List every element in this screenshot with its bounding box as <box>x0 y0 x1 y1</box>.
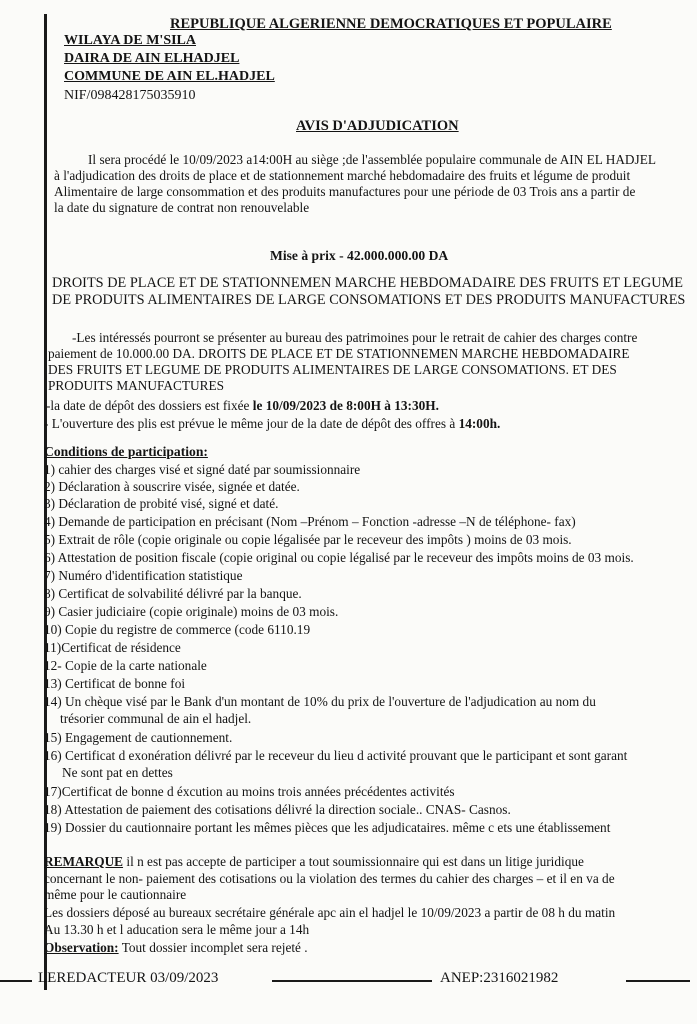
commune-line: COMMUNE DE AIN EL.HADJEL <box>64 69 275 84</box>
condition-item: 17)Certificat de bonne d éxcution au moins trois années précédentes activités <box>44 784 455 799</box>
intro-line-2: à l'adjudication des droits de place et de stationnement marché hebdomadaire des fruits et légume de produit <box>54 168 631 183</box>
remark-line-3: même pour le cautionnaire <box>44 887 187 902</box>
anep-number: ANEP:2316021982 <box>440 970 559 986</box>
wilaya-line: WILAYA DE M'SILA <box>64 33 197 48</box>
condition-item: 15) Engagement de cautionnement. <box>44 730 233 745</box>
condition-item-continued: Ne sont pat en dettes <box>62 765 173 780</box>
opening-line <box>44 416 500 432</box>
remark-text: il n est pas accepte de participer a tout soumissionnaire qui est dans un litige juridique <box>123 854 584 869</box>
opening-time: 14:00h. <box>458 416 501 431</box>
starting-price: Mise à prix - 42.000.000.00 DA <box>270 248 449 263</box>
remark-label: REMARQUE <box>44 854 124 869</box>
intro-line-3: Alimentaire de large consommation et des produits manufactures pour une période de 03 Trois ans a partir de <box>54 184 636 199</box>
deposit-date: le 10/09/2023 de 8:00H à 13:30H. <box>252 398 439 413</box>
remark-line-5: Au 13.30 h et l aducation sera le même jour a 14h <box>44 922 310 937</box>
observation-line <box>44 940 308 956</box>
condition-item: 6) Attestation de position fiscale (copie original ou copie légalisé par le receveur des impôts moins de 03 mois. <box>44 550 634 565</box>
footer-rule-middle <box>272 980 432 982</box>
footer-rule-right <box>626 980 690 982</box>
condition-item: 1) cahier des charges visé et signé daté par soumissionnaire <box>44 462 361 477</box>
redacteur-signature: LEREDACTEUR 03/09/2023 <box>38 970 219 986</box>
condition-item: 14) Un chèque visé par le Bank d'un montant de 10% du prix de l'ouverture de l'adjudication au nom du <box>44 694 596 709</box>
condition-item: 5) Extrait de rôle (copie originale ou copie légalisée par le receveur des impôts ) moins de 03 mois. <box>44 532 572 547</box>
retrait-line-3: DES FRUITS ET LEGUME DE PRODUITS ALIMENTAIRES DE LARGE CONSOMATIONS. ET DES <box>48 362 617 377</box>
retrait-line-4: PRODUITS MANUFACTURES <box>48 378 224 393</box>
footer-rule-left <box>0 980 32 982</box>
nif-line: NIF/098428175035910 <box>64 88 196 103</box>
condition-item: 3) Déclaration de probité visé, signé et daté. <box>44 496 279 511</box>
observation-label: Observation: <box>44 940 119 955</box>
intro-line-4: la date du signature de contrat non renouvelable <box>54 200 310 215</box>
notice-title: AVIS D'ADJUDICATION <box>296 118 459 134</box>
condition-item: 18) Attestation de paiement des cotisations délivré la direction sociale.. CNAS- Casnos. <box>44 802 511 817</box>
retrait-line-2: paiement de 10.000.00 DA. DROITS DE PLACE ET DE STATIONNEMEN MARCHE HEBDOMADAIRE <box>48 346 630 361</box>
condition-item: 12- Copie de la carte nationale <box>44 658 207 673</box>
condition-item: 2) Déclaration à souscrire visée, signée et datée. <box>44 479 300 494</box>
deposit-prefix: -la date de dépôt des dossiers est fixée <box>46 398 253 413</box>
condition-item: 7) Numéro d'identification statistique <box>44 568 243 583</box>
condition-item: 11)Certificat de résidence <box>44 640 181 655</box>
condition-item: 13) Certificat de bonne foi <box>44 676 186 691</box>
condition-item: 9) Casier judiciaire (copie originale) moins de 03 mois. <box>44 604 339 619</box>
condition-item: 4) Demande de participation en précisant (Nom –Prénom – Fonction -adresse –N de téléphone- fax) <box>44 514 576 529</box>
rights-title: DROITS DE PLACE ET DE STATIONNEMEN MARCHE HEBDOMADAIRE DES FRUITS ET LEGUME DE PRODUITS ALIMENTAIRES DE LARGE CONSOMATIONS ET DES PRODUITS MANUFACTURES <box>52 275 686 308</box>
condition-item: 10) Copie du registre de commerce (code 6110.19 <box>44 622 311 637</box>
republic-heading: REPUBLIQUE ALGERIENNE DEMOCRATIQUES ET POPULAIRE <box>170 16 612 32</box>
daira-line: DAIRA DE AIN ELHADJEL <box>64 51 240 66</box>
deposit-date-line <box>46 398 439 414</box>
condition-item: 16) Certificat d exonération délivré par le receveur du lieu d activité prouvant que le participant et sont garant <box>44 748 628 763</box>
conditions-title: Conditions de participation: <box>44 444 208 459</box>
condition-item: 19) Dossier du cautionnaire portant les mêmes pièces que les adjudicataires. même c ets une établissement <box>44 820 611 835</box>
condition-item-continued: trésorier communal de ain el hadjel. <box>60 711 252 726</box>
condition-item: 8) Certificat de solvabilité délivré par la banque. <box>44 586 302 601</box>
remark-line-2: concernant le non- paiement des cotisations ou la violation des termes du cahier des charges – et il en va de <box>44 871 615 886</box>
retrait-line-1: -Les intéressés pourront se présenter au bureau des patrimoines pour le retrait de cahier des charges contre <box>72 330 638 345</box>
intro-line-1: Il sera procédé le 10/09/2023 a14:00H au siège ;de l'assemblée populaire communale de AIN EL HADJEL <box>88 152 656 167</box>
observation-text: Tout dossier incomplet sera rejeté . <box>118 940 308 955</box>
remark-line-4: Les dossiers déposé au bureaux secrétaire générale apc ain el hadjel le 10/09/2023 a partir de 08 h du matin <box>44 905 616 920</box>
remark-line-1 <box>44 854 584 870</box>
opening-prefix: - L'ouverture des plis est prévue le même jour de la date de dépôt des offres à <box>44 416 459 431</box>
